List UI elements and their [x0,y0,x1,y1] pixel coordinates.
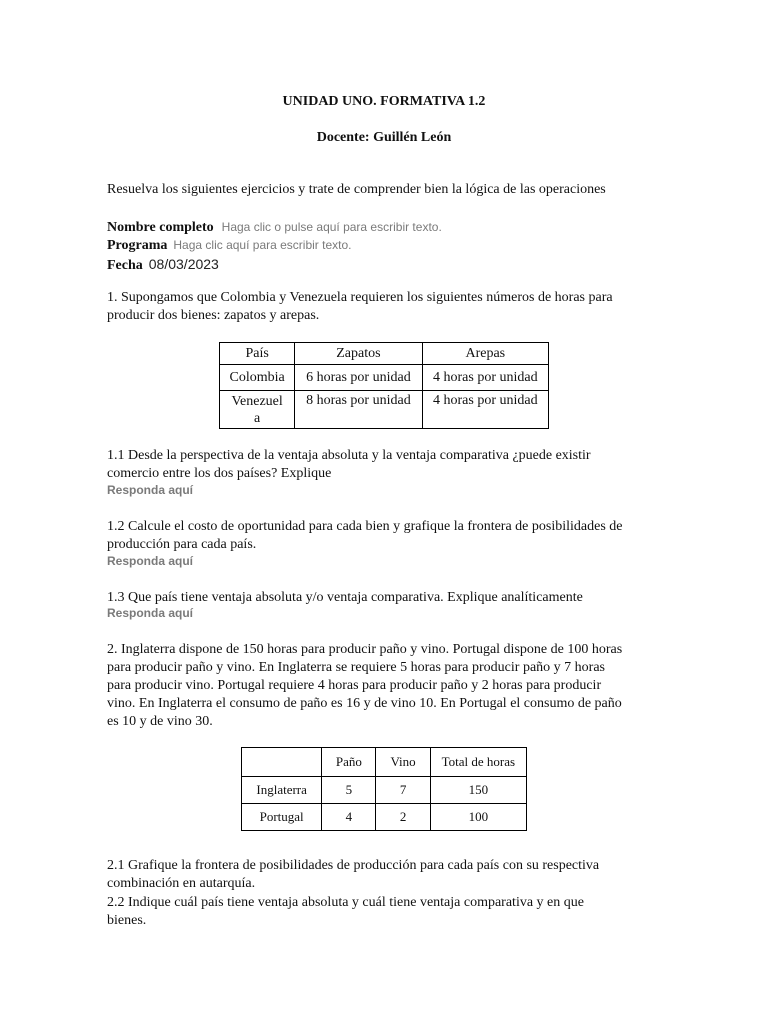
instructions-text: Resuelva los siguientes ejercicios y trate de comprender bien la lógica de las operaciones [107,182,606,197]
q2-table [241,747,527,831]
nombre-label: Nombre completo [107,220,214,235]
q1-3-answer-input[interactable]: Responda aquí [107,606,194,620]
q2-table-row [242,777,527,804]
q2-cell: 7 [376,777,430,804]
q2-line-5: es 10 y de vino 30. [107,714,213,729]
q1-table-row [220,391,549,429]
fecha-input[interactable]: 08/03/2023 [148,256,219,272]
q1-header-zapatos: Zapatos [295,343,422,365]
q1-cell: Colombia [220,365,295,391]
q1-table-header-row [220,343,549,365]
q2-line-4: vino. En Inglaterra el consumo de paño es 16 y de vino 10. En Portugal el consumo de paño [107,696,622,711]
q1-header-arepas: Arepas [422,343,548,365]
nombre-row [107,218,442,237]
q2-2-line-2: bienes. [107,913,147,928]
q1-cell: 8 horas por unidad [295,391,422,429]
programa-row [107,236,351,255]
q2-1-line-1: 2.1 Grafique la frontera de posibilidades de producción para cada país con su respectiva [107,858,600,873]
q1-cell: 4 horas por unidad [422,391,548,429]
q1-cell: 6 horas por unidad [295,365,422,391]
q2-cell: 100 [430,804,526,831]
q2-1-line-2: combinación en autarquía. [107,876,256,891]
q2-cell: Inglaterra [242,777,322,804]
fecha-label: Fecha [107,258,143,273]
q1-line-1: 1. Supongamos que Colombia y Venezuela requieren los siguientes números de horas para [107,290,613,305]
q1-3-text: 1.3 Que país tiene ventaja absoluta y/o ventaja comparativa. Explique analíticamente [107,590,583,605]
q1-cell: 4 horas por unidad [422,365,548,391]
q1-1-line-1: 1.1 Desde la perspectiva de la ventaja absoluta y la ventaja comparativa ¿puede existir [107,448,591,463]
q1-table [219,342,549,429]
nombre-input[interactable]: Haga clic o pulse aquí para escribir texto. [221,220,442,234]
q2-cell: 150 [430,777,526,804]
q1-table-row [220,365,549,391]
q2-table-header-row [242,748,527,777]
q1-2-line-2: producción para cada país. [107,537,257,552]
q1-header-pais: País [220,343,295,365]
q2-line-2: para producir paño y vino. En Inglaterra se requiere 5 horas para producir paño y 7 horas [107,660,605,675]
q1-2-answer-input[interactable]: Responda aquí [107,554,194,568]
q1-1-line-2: comercio entre los dos países? Explique [107,466,332,481]
q2-header-pano: Paño [322,748,376,777]
q2-header-vino: Vino [376,748,430,777]
q2-cell: Portugal [242,804,322,831]
q2-cell: 4 [322,804,376,831]
q2-cell: 5 [322,777,376,804]
q2-header-total: Total de horas [430,748,526,777]
document-title: UNIDAD UNO. FORMATIVA 1.2 [282,94,486,109]
q2-line-3: para producir vino. Portugal requiere 4 horas para producir paño y 2 horas para producir [107,678,602,693]
q2-header-empty [242,748,322,777]
q2-2-line-1: 2.2 Indique cuál país tiene ventaja absoluta y cuál tiene ventaja comparativa y en que [107,895,584,910]
q1-line-2: producir dos bienes: zapatos y arepas. [107,308,320,323]
q2-table-row [242,804,527,831]
programa-label: Programa [107,238,168,253]
programa-input[interactable]: Haga clic aquí para escribir texto. [173,238,352,252]
q1-cell: Venezuel a [220,391,295,429]
docente-line: Docente: Guillén León [316,130,452,145]
q2-cell: 2 [376,804,430,831]
q1-2-line-1: 1.2 Calcule el costo de oportunidad para cada bien y grafique la frontera de posibilidades de [107,519,623,534]
q2-line-1: 2. Inglaterra dispone de 150 horas para producir paño y vino. Portugal dispone de 100 horas [107,642,623,657]
q1-1-answer-input[interactable]: Responda aquí [107,483,194,497]
fecha-row [107,255,219,275]
